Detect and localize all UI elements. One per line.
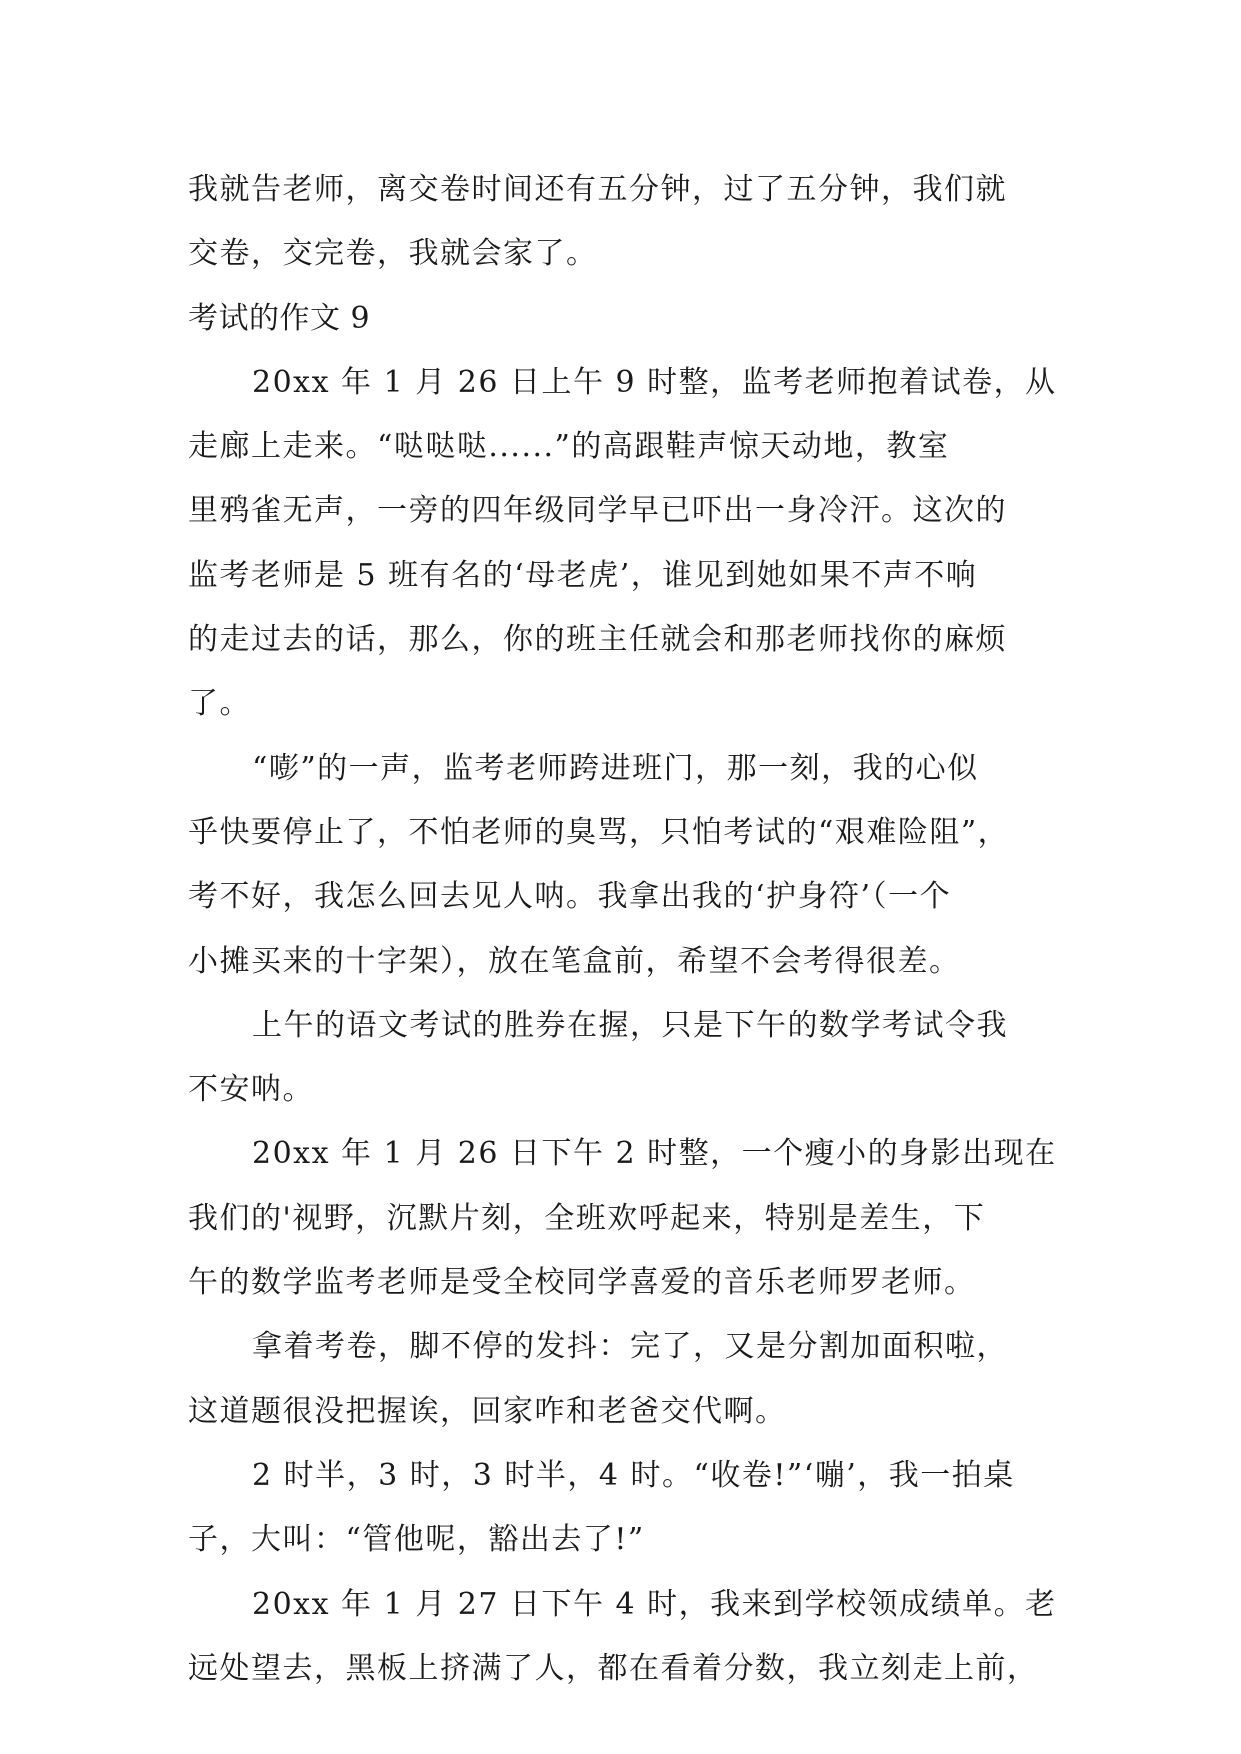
text-line: 20xx 年 1 月 26 日上午 9 时整，监考老师抱着试卷，从 [252, 364, 1057, 400]
text-line: 我们的'视野，沉默片刻，全班欢呼起来，特别是差生，下 [188, 1200, 986, 1236]
text-line: “嘭”的一声，监考老师跨进班门，那一刻，我的心似 [252, 750, 979, 786]
text-line: 2 时半，3 时，3 时半，4 时。“收卷!”‘嘣’，我一拍桌 [252, 1457, 1015, 1493]
text-line: 我就告老师，离交卷时间还有五分钟，过了五分钟，我们就 [188, 172, 1007, 207]
text-line: 走廊上走来。“哒哒哒......”的高跟鞋声惊天动地，教室 [188, 429, 950, 465]
text-line: 拿着考卷，脚不停的发抖：完了，又是分割加面积啦， [252, 1329, 1008, 1365]
text-line: 这道题很没把握诶，回家咋和老爸交代啊。 [188, 1393, 787, 1429]
text-line: 子，大叫：“管他呢，豁出去了!” [188, 1522, 645, 1558]
text-line: 20xx 年 1 月 27 日下午 4 时，我来到学校领成绩单。老 [252, 1586, 1057, 1622]
text-line: 乎快要停止了，不怕老师的臭骂，只怕考试的“艰难险阻”， [188, 814, 1010, 850]
text-line: 午的数学监考老师是受全校同学喜爱的音乐老师罗老师。 [188, 1265, 976, 1301]
text-line: 不安呐。 [188, 1072, 314, 1108]
text-line: 的走过去的话，那么，你的班主任就会和那老师找你的麻烦 [188, 622, 1007, 658]
text-line: 20xx 年 1 月 26 日下午 2 时整，一个瘦小的身影出现在 [252, 1136, 1057, 1172]
text-line: 里鸦雀无声，一旁的四年级同学早已吓出一身冷汗。这次的 [188, 493, 1007, 529]
document-body [188, 158, 1068, 1701]
text-line: 小摊买来的十字架），放在笔盒前，希望不会考得很差。 [188, 943, 961, 979]
text-line: 交卷，交完卷，我就会家了。 [188, 236, 598, 272]
text-line: 远处望去，黑板上挤满了人，都在看着分数，我立刻走上前， [188, 1650, 1039, 1686]
text-line: 考不好，我怎么回去见人呐。我拿出我的‘护身符’（一个 [188, 879, 952, 915]
text-line: 监考老师是 5 班有名的‘母老虎’，谁见到她如果不声不响 [188, 557, 978, 593]
section-heading: 考试的作文 9 [188, 300, 371, 336]
text-line: 上午的语文考试的胜券在握，只是下午的数学考试令我 [252, 1007, 1008, 1043]
text-line: 了。 [188, 686, 251, 722]
